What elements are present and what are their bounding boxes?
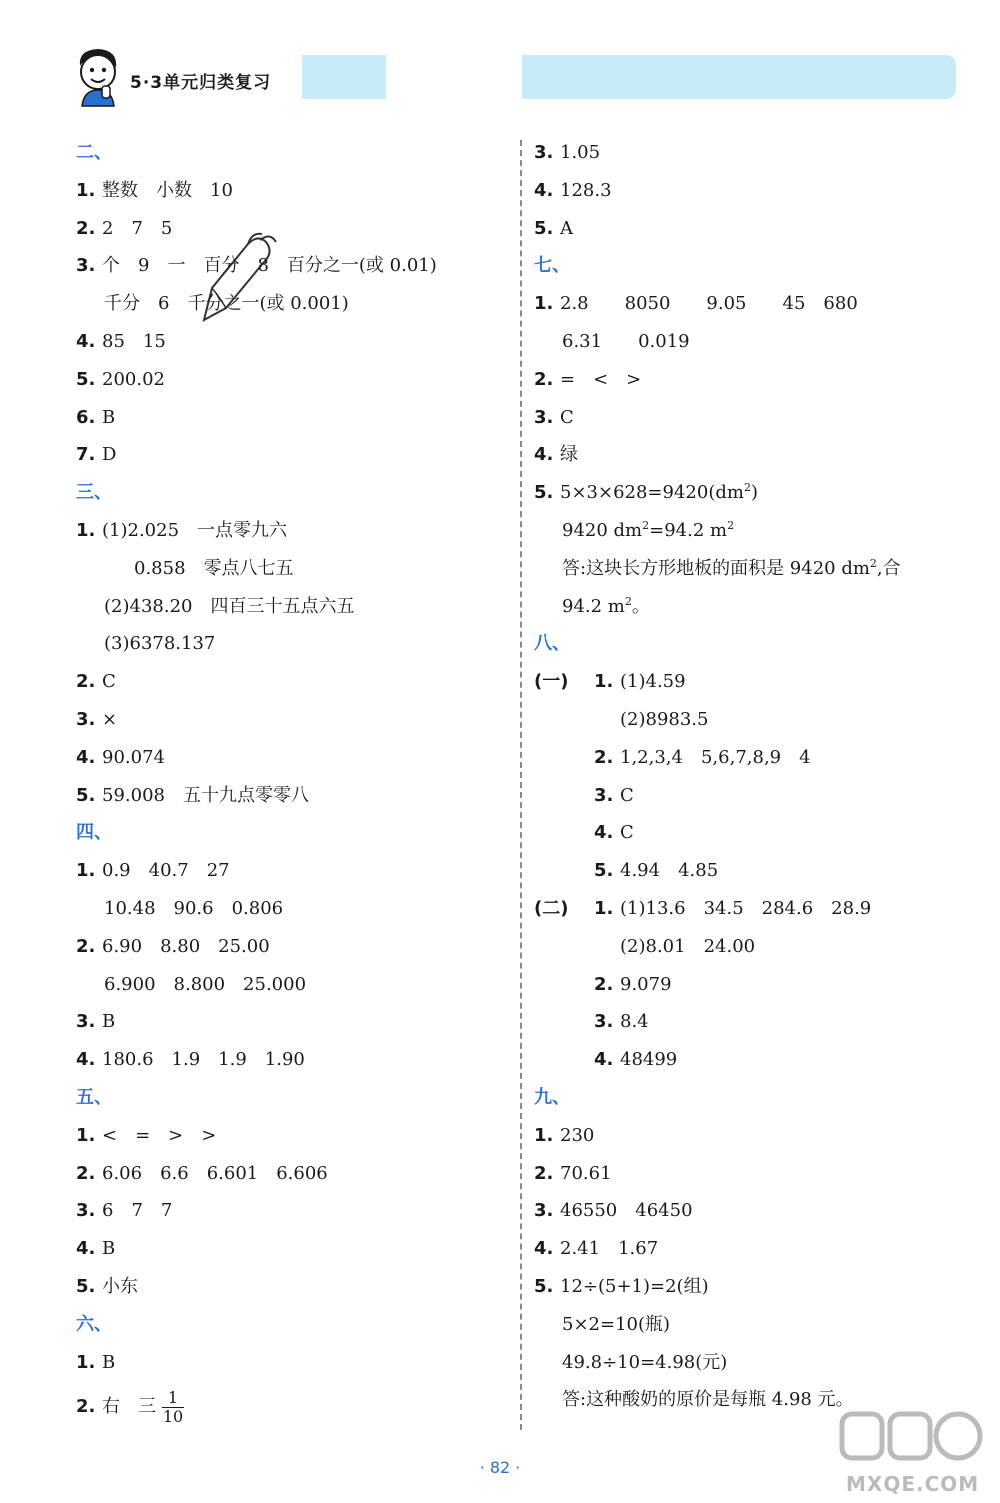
answer-item — [76, 512, 506, 550]
answer-text: B — [102, 1011, 116, 1033]
answer-text: 49.8÷10=4.98(元) — [562, 1351, 728, 1373]
section-label: 八、 — [534, 633, 570, 655]
answer-item — [534, 1230, 974, 1268]
answer-text: C — [620, 784, 634, 806]
item-number: 5. — [534, 217, 554, 239]
answer-text: 10.48 90.6 0.806 — [104, 897, 284, 919]
answer-item — [534, 1192, 974, 1230]
answer-text: 答:这块长方形地板的面积是 9420 dm — [562, 557, 870, 579]
item-number: 2. — [534, 368, 554, 390]
answer-text: 答:这种酸奶的原价是每瓶 4.98 元。 — [562, 1389, 854, 1411]
fraction — [162, 1389, 184, 1426]
answer-text: 90.074 — [102, 746, 165, 768]
item-number: 5. — [534, 482, 554, 504]
answer-item — [534, 210, 974, 248]
brand-title: 5·3单元归类复习 — [130, 73, 272, 93]
mascot-boy-icon — [72, 46, 124, 108]
answer-item — [534, 134, 974, 172]
answer-text: 整数 小数 10 — [102, 179, 233, 201]
item-number: 3. — [534, 1200, 554, 1222]
superscript: 2 — [869, 556, 877, 570]
item-number: 2. — [76, 217, 96, 239]
answer-continuation — [76, 890, 506, 928]
section-heading — [534, 1079, 974, 1117]
answer-text: 右 三 — [102, 1396, 156, 1418]
answer-text: 12÷(5+1)=2(组) — [560, 1275, 709, 1297]
fraction-numerator: 1 — [167, 1387, 179, 1407]
item-number: 3. — [76, 708, 96, 730]
page-number: · 82 · — [479, 1458, 521, 1477]
answer-text: B — [102, 1238, 116, 1260]
answer-text: 1.05 — [560, 142, 601, 163]
answer-item — [534, 814, 974, 852]
answer-item — [534, 852, 974, 890]
answer-item — [76, 399, 506, 437]
answer-continuation — [534, 512, 974, 550]
answer-text: 6.06 6.6 6.601 6.606 — [102, 1162, 328, 1184]
answer-text: ) — [750, 482, 758, 504]
answer-continuation — [534, 323, 974, 361]
answer-text: (2)8983.5 — [620, 708, 709, 730]
header-band-right — [522, 55, 956, 99]
answer-text: C — [560, 406, 574, 428]
answer-item — [76, 1230, 506, 1268]
answer-item — [534, 1041, 974, 1079]
answer-text: 48499 — [620, 1049, 678, 1071]
answer-text: (1)4.59 — [620, 671, 686, 693]
answer-item — [534, 399, 974, 437]
item-number: 3. — [76, 1011, 96, 1033]
answer-text: 千分 6 千分之一(或 0.001) — [104, 293, 349, 315]
answer-text: 85 15 — [102, 330, 166, 352]
item-number: 4. — [534, 444, 554, 466]
section-label: 九、 — [534, 1086, 570, 1108]
fraction-denominator: 10 — [162, 1406, 184, 1426]
item-number: 3. — [534, 142, 554, 163]
header-band-left — [302, 55, 386, 99]
answer-text: ,合 — [876, 557, 901, 579]
item-number: 3. — [76, 1200, 96, 1222]
item-number: 1. — [76, 1351, 96, 1373]
section-label: 五、 — [76, 1086, 112, 1108]
answer-text: 6.31 0.019 — [562, 330, 690, 352]
answer-item — [76, 361, 506, 399]
answer-text: =94.2 m — [649, 519, 728, 541]
item-number: 1. — [76, 179, 96, 201]
item-number: 2. — [76, 671, 96, 693]
answer-text: 2.41 1.67 — [560, 1238, 659, 1260]
answer-continuation — [534, 550, 974, 588]
item-number: 1. — [76, 519, 96, 541]
item-number: 5. — [594, 860, 614, 882]
group-label: (二) — [534, 897, 569, 919]
answer-item — [534, 285, 974, 323]
item-number: 6. — [76, 406, 96, 428]
section-label: 四、 — [76, 822, 112, 844]
answer-text: (2)438.20 四百三十五点六五 — [104, 595, 355, 617]
item-number: 1. — [534, 293, 554, 315]
item-number: 4. — [76, 746, 96, 768]
answer-text: 5×3×628=9420(dm — [560, 482, 744, 504]
answer-item — [76, 1344, 506, 1382]
superscript: 2 — [624, 594, 632, 608]
answer-text: 9.079 — [620, 973, 672, 995]
answer-continuation — [76, 625, 506, 663]
answer-item — [534, 663, 974, 701]
answer-text: 0.858 零点八七五 — [134, 557, 294, 579]
answer-text: 0.9 40.7 27 — [102, 860, 230, 882]
answer-text: C — [620, 822, 634, 844]
item-number: 2. — [534, 1162, 554, 1184]
answer-item — [76, 1155, 506, 1193]
answer-continuation — [534, 928, 974, 966]
item-number: 5. — [76, 368, 96, 390]
item-number: 1. — [594, 671, 614, 693]
answer-item — [76, 739, 506, 777]
answer-item — [76, 928, 506, 966]
item-number: 3. — [594, 784, 614, 806]
answer-item — [76, 663, 506, 701]
answer-text: 94.2 m — [562, 595, 625, 617]
answer-item — [534, 777, 974, 815]
section-heading — [76, 134, 506, 172]
answer-item — [76, 701, 506, 739]
answer-item — [534, 1268, 974, 1306]
answer-text: 。 — [631, 595, 650, 617]
item-number: 7. — [76, 444, 96, 466]
answer-text: 8.4 — [620, 1011, 649, 1033]
answer-text: 6 7 7 — [102, 1200, 173, 1222]
item-number: 4. — [534, 1238, 554, 1260]
section-label: 七、 — [534, 255, 570, 277]
answer-item — [76, 1003, 506, 1041]
item-number: 4. — [76, 1238, 96, 1260]
answer-item — [534, 1003, 974, 1041]
answer-text: B — [102, 406, 116, 428]
answer-item — [534, 474, 974, 512]
item-number: 4. — [594, 822, 614, 844]
answer-item — [534, 890, 974, 928]
item-number: 4. — [76, 1049, 96, 1071]
item-number: 2. — [76, 1396, 96, 1418]
section-heading — [534, 247, 974, 285]
answer-text: 230 — [560, 1124, 595, 1146]
section-heading — [76, 474, 506, 512]
item-number: 5. — [76, 784, 96, 806]
item-number: 2. — [76, 935, 96, 957]
item-number: 2. — [594, 746, 614, 768]
answer-text: 2 7 5 — [102, 217, 173, 239]
item-number: 1. — [534, 1124, 554, 1146]
group-label: (一) — [534, 671, 569, 693]
answer-text: 6.90 8.80 25.00 — [102, 935, 270, 957]
answer-text: A — [560, 217, 573, 239]
answer-text: = < > — [560, 368, 642, 390]
answer-continuation — [76, 588, 506, 626]
answer-text: 200.02 — [102, 368, 165, 390]
answer-item — [76, 852, 506, 890]
section-heading — [534, 625, 974, 663]
section-label: 三、 — [76, 482, 112, 504]
answer-item — [534, 739, 974, 777]
answer-item — [76, 323, 506, 361]
item-number: 1. — [594, 897, 614, 919]
answer-item — [534, 436, 974, 474]
answer-text: (1)2.025 一点零九六 — [102, 519, 288, 541]
item-number: 4. — [594, 1049, 614, 1071]
item-number: 3. — [76, 255, 96, 277]
superscript: 2 — [642, 518, 650, 532]
superscript: 2 — [743, 481, 751, 495]
answer-text: 4.94 4.85 — [620, 860, 719, 882]
answer-item — [534, 361, 974, 399]
answer-item — [76, 1192, 506, 1230]
answer-item — [534, 172, 974, 210]
item-number: 3. — [594, 1011, 614, 1033]
item-number: 2. — [76, 1162, 96, 1184]
answer-item — [76, 1381, 506, 1433]
answer-text: 128.3 — [560, 179, 612, 201]
answer-continuation — [76, 966, 506, 1004]
answer-text: 70.61 — [560, 1162, 612, 1184]
watermark-text: MXQE.COM — [846, 1472, 980, 1496]
answer-text: (3)6378.137 — [104, 633, 216, 655]
answer-text: 46550 46450 — [560, 1200, 693, 1222]
answer-continuation — [76, 285, 506, 323]
answer-item — [76, 1041, 506, 1079]
answer-item — [534, 1117, 974, 1155]
superscript: 2 — [727, 518, 735, 532]
answer-continuation — [534, 1306, 974, 1344]
answer-item — [76, 1117, 506, 1155]
answer-item — [76, 436, 506, 474]
answer-continuation — [534, 701, 974, 739]
item-number: 2. — [594, 973, 614, 995]
item-number: 4. — [76, 330, 96, 352]
item-number: 5. — [76, 1275, 96, 1297]
answer-continuation — [76, 550, 506, 588]
answer-text: 小东 — [102, 1275, 138, 1297]
answer-continuation — [534, 1344, 974, 1382]
answer-text: (2)8.01 24.00 — [620, 935, 756, 957]
answer-item — [76, 777, 506, 815]
answer-item — [76, 172, 506, 210]
section-heading — [76, 1306, 506, 1344]
section-heading — [76, 1079, 506, 1117]
answer-text: 9420 dm — [562, 519, 643, 541]
item-number: 1. — [76, 860, 96, 882]
answer-text: D — [102, 444, 117, 466]
answer-text: C — [102, 671, 116, 693]
answer-text: × — [102, 708, 118, 730]
answer-text: 2.8 8050 9.05 45 680 — [560, 293, 858, 315]
answer-text: 59.008 五十九点零零八 — [102, 784, 309, 806]
section-label: 六、 — [76, 1313, 112, 1335]
column-divider — [520, 140, 522, 1430]
answer-item — [534, 966, 974, 1004]
answer-item — [76, 210, 506, 248]
answer-item — [534, 1155, 974, 1193]
item-number: 5. — [534, 1275, 554, 1297]
page-header — [0, 0, 1000, 120]
section-heading — [76, 814, 506, 852]
left-column — [76, 134, 506, 1433]
answer-text: < = > > — [102, 1124, 217, 1146]
item-number: 4. — [534, 179, 554, 201]
right-column — [534, 134, 974, 1419]
answer-text: 180.6 1.9 1.9 1.90 — [102, 1049, 305, 1071]
answer-text: 绿 — [560, 444, 578, 466]
answer-text: 个 9 一 百分 8 百分之一(或 0.01) — [102, 255, 437, 277]
item-number: 3. — [534, 406, 554, 428]
answer-text: B — [102, 1351, 116, 1373]
answer-text: (1)13.6 34.5 284.6 28.9 — [620, 897, 872, 919]
answer-text: 5×2=10(瓶) — [562, 1313, 671, 1335]
answer-text: 6.900 8.800 25.000 — [104, 973, 307, 995]
answer-text: 1,2,3,4 5,6,7,8,9 4 — [620, 746, 811, 768]
answer-continuation — [534, 588, 974, 626]
item-number: 1. — [76, 1124, 96, 1146]
answer-item — [76, 1268, 506, 1306]
section-label: 二、 — [76, 142, 112, 163]
answer-item — [76, 247, 506, 285]
